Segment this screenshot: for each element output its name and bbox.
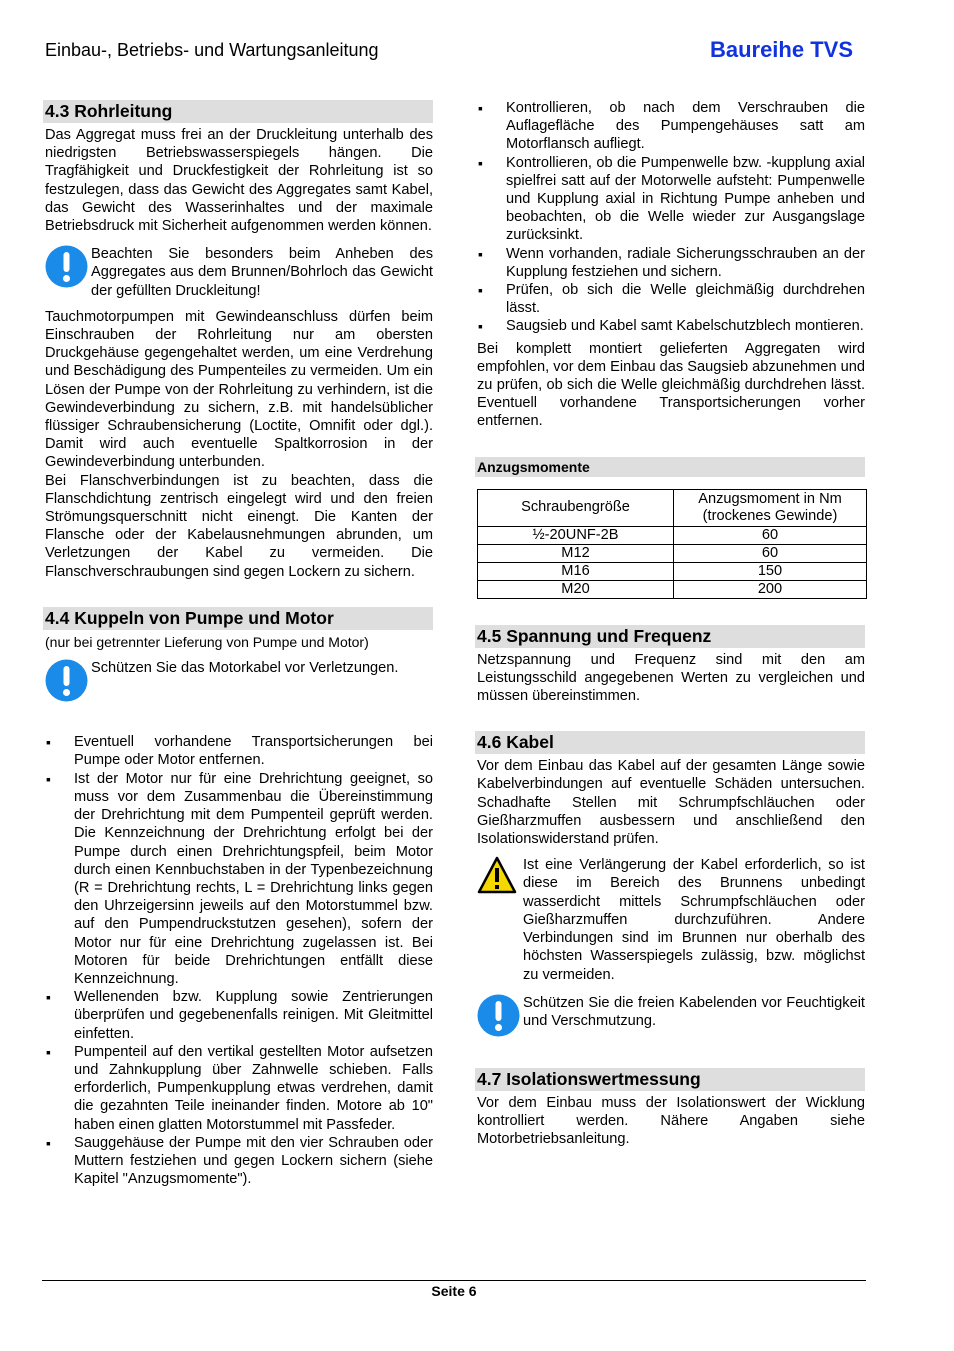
exclamation-circle-icon	[45, 245, 91, 293]
table-cell: M12	[478, 544, 674, 562]
left-column	[45, 100, 433, 1188]
exclamation-circle-icon	[477, 994, 523, 1042]
table-cell: 60	[674, 526, 867, 544]
list-item: ▪ Wenn vorhanden, radiale Sicherungsschrauben an der Kupplung festziehen und sichern.	[477, 245, 865, 281]
section-4-5-paragraph: Netzspannung und Frequenz sind mit den am Leistungsschild angegebenen Werten zu vergleichen und müssen übereinstimmen.	[477, 651, 865, 705]
section-4-6-heading: 4.6 Kabel	[475, 731, 865, 754]
assembly-checklist	[477, 99, 865, 336]
section-4-3-paragraph-1: Das Aggregat muss frei an der Druckleitung unterhalb des niedrigsten Betriebswasserspiegels hängen. Die Tragfähigkeit und Druckfestigkeit der Rohrleitung ist so festzulegen, dass das Gewicht des Aggregates samt Kabel, das Gewicht des Wasserinhaltes und der maximale Betriebsdruck mit Sicherheit aufgenommen werden können.	[45, 127, 433, 235]
table-cell: M20	[478, 580, 674, 598]
table-header-cell: Schraubengröße	[478, 489, 674, 526]
footer-divider	[42, 1280, 866, 1281]
section-4-6-warning	[477, 856, 865, 983]
section-4-6-note-text: Schützen Sie die freien Kabelenden vor Feuchtigkeit und Verschmutzung.	[523, 994, 865, 1029]
section-4-4-note	[45, 659, 433, 707]
list-item: ▪ Kontrollieren, ob nach dem Verschrauben die Auflagefläche des Pumpengehäuses satt am Motorflansch aufliegt.	[477, 99, 865, 154]
table-row	[478, 526, 867, 544]
torque-heading: Anzugsmomente	[475, 457, 865, 477]
section-4-3-note-text: Beachten Sie besonders beim Anheben des Aggregates aus dem Brunnen/Bohrloch das Gewicht der gefüllten Druckleitung!	[91, 246, 433, 299]
table-row	[478, 544, 867, 562]
torque-table	[477, 489, 867, 599]
list-item: ▪ Kontrollieren, ob die Pumpenwelle bzw. -kupplung axial spielfrei satt auf der Motorwelle aufsteht: Pumpenwelle und Kupplung axial in Richtung Pumpe anheben und beobachten, ob die Welle wieder zur Ausgangslage zurücksinkt.	[477, 154, 865, 245]
list-item: ▪ Pumpenteil auf den vertikal gestellten Motor aufsetzen und Zahnkupplung über Zahnwelle schieben. Falls erforderlich, Pumpenkupplung etwas verdrehen, damit die gezahnten Teile ineinander finden. Motore ab 10" haben einen glatten Motorstummel mit Passfeder.	[45, 1043, 433, 1134]
section-4-6-paragraph: Vor dem Einbau das Kabel auf der gesamten Länge sowie Kabelverbindungen auf eventuelle Schäden untersuchen. Schadhafte Stellen mit Schrumpfschläuchen oder Gießharzmuffen ausbessern und anschließend den Isolationswiderstand prüfen.	[477, 758, 865, 848]
warning-triangle-icon	[477, 856, 523, 899]
list-item: ▪ Wellenenden bzw. Kupplung sowie Zentrierungen überprüfen und gegebenenfalls reinigen. Mit Gleitmittel einfetten.	[45, 988, 433, 1043]
table-header-row	[478, 489, 867, 526]
section-4-4-subtitle: (nur bei getrennter Lieferung von Pumpe und Motor)	[45, 633, 369, 650]
right-column	[477, 99, 865, 1149]
list-item: ▪ Ist der Motor nur für eine Drehrichtung geeignet, so muss vor dem Zusammenbau die Übereinstimmung der Drehrichtung mit dem Pumpenteil geprüft werden. Die Kennzeichnung der Drehrichtung erfolgt bei der Pumpe durch einen Drehrichtungspfeil, beim Motor durch einen Kennbuchstaben in der Typenbezeichnung (R = Drehrichtung rechts, L = Drehrichtung links gegen den Uhrzeigersinn jeweils auf den Motorstummel bzw. auf den Pumpendruckstutzen gesehen), sofern der Motor nur für eine Drehrichtung zugelassen ist. Bei Motoren für beide Drehrichtungen entfällt diese Kennzeichnung.	[45, 770, 433, 988]
page-number: Seite 6	[431, 1283, 477, 1299]
list-item: ▪ Prüfen, ob sich die Welle gleichmäßig durchdrehen lässt.	[477, 281, 865, 317]
section-4-4-list	[45, 733, 433, 1188]
table-header-cell: Anzugsmoment in Nm (trockenes Gewinde)	[674, 489, 867, 526]
section-4-4-note-text: Schützen Sie das Motorkabel vor Verletzungen.	[91, 660, 399, 677]
section-4-3-paragraph-2: Tauchmotorpumpen mit Gewindeanschluss dürfen beim Einschrauben der Rohrleitung nur am obersten Druckgehäuse gegengehaltet werden, um eine Verdrehung und Beschädigung des Pumpenteiles zu vermeiden. Um ein Lösen der Pumpe von der Rohrleitung zu verhindern, ist die Gewindeverbindung zu sichern, z.B. mit handelsüblicher flüssiger Schraubensicherung (Loctite, Omnifit oder dgl.). Damit wird auch eventuelle Spaltkorrosion in der Gewindeverbindung unterbunden.	[45, 308, 433, 471]
section-4-6-note	[477, 994, 865, 1042]
exclamation-circle-icon	[45, 659, 91, 707]
list-item: ▪ Sauggehäuse der Pumpe mit den vier Schrauben oder Muttern festziehen und gegen Lockern sichern (siehe Kapitel "Anzugsmomente").	[45, 1134, 433, 1189]
section-4-3-note	[45, 245, 433, 300]
section-4-3-heading: 4.3 Rohrleitung	[43, 100, 433, 123]
section-4-6-warning-text: Ist eine Verlängerung der Kabel erforderlich, so ist diese im Bereich des Brunnens unbedingt wasserdicht mittels Schrumpfschläuchen oder Gießharzmuffen durchzuführen. Andere Verbindungen sind im Brunnen nur oberhalb des höchsten Wasserspiegels zulässig, bzw. möglichst zu vermeiden.	[523, 857, 865, 983]
list-item: ▪ Eventuell vorhandene Transportsicherungen bei Pumpe oder Motor entfernen.	[45, 733, 433, 769]
header-series-title: Baureihe TVS	[709, 37, 853, 62]
table-cell: M16	[478, 562, 674, 580]
table-cell: ½-20UNF-2B	[478, 526, 674, 544]
table-cell: 200	[674, 580, 867, 598]
section-4-3-paragraph-3: Bei Flanschverbindungen ist zu beachten, dass die Flanschdichtung zentrisch eingelegt wird und den freien Strömungsquerschnitt nicht einengt. Die Kanten der Flansche oder der Kabelausnehmungen abrunden, um Verletzungen der Kabel zu vermeiden. Die Flanschverschraubungen sind gegen Lockern zu sichern.	[45, 472, 433, 580]
header-manual-title: Einbau-, Betriebs- und Wartungsanleitung	[45, 40, 379, 60]
table-row	[478, 562, 867, 580]
table-row	[478, 580, 867, 598]
list-item: ▪ Saugsieb und Kabel samt Kabelschutzblech montieren.	[477, 317, 865, 335]
section-4-7-paragraph: Vor dem Einbau muss der Isolationswert der Wicklung kontrolliert werden. Nähere Angaben siehe Motorbetriebsanleitung.	[477, 1094, 865, 1148]
section-4-7-heading: 4.7 Isolationswertmessung	[475, 1068, 865, 1091]
section-4-5-heading: 4.5 Spannung und Frequenz	[475, 625, 865, 648]
table-cell: 150	[674, 562, 867, 580]
table-cell: 60	[674, 544, 867, 562]
preassembled-paragraph: Bei komplett montiert gelieferten Aggregaten wird empfohlen, vor dem Einbau das Saugsieb abzunehmen und zu prüfen, ob sich die Welle gleichmäßig durchdrehen lässt. Eventuell vorhandene Transportsicherungen vorher entfernen.	[477, 340, 865, 430]
section-4-4-heading: 4.4 Kuppeln von Pumpe und Motor	[43, 607, 433, 630]
